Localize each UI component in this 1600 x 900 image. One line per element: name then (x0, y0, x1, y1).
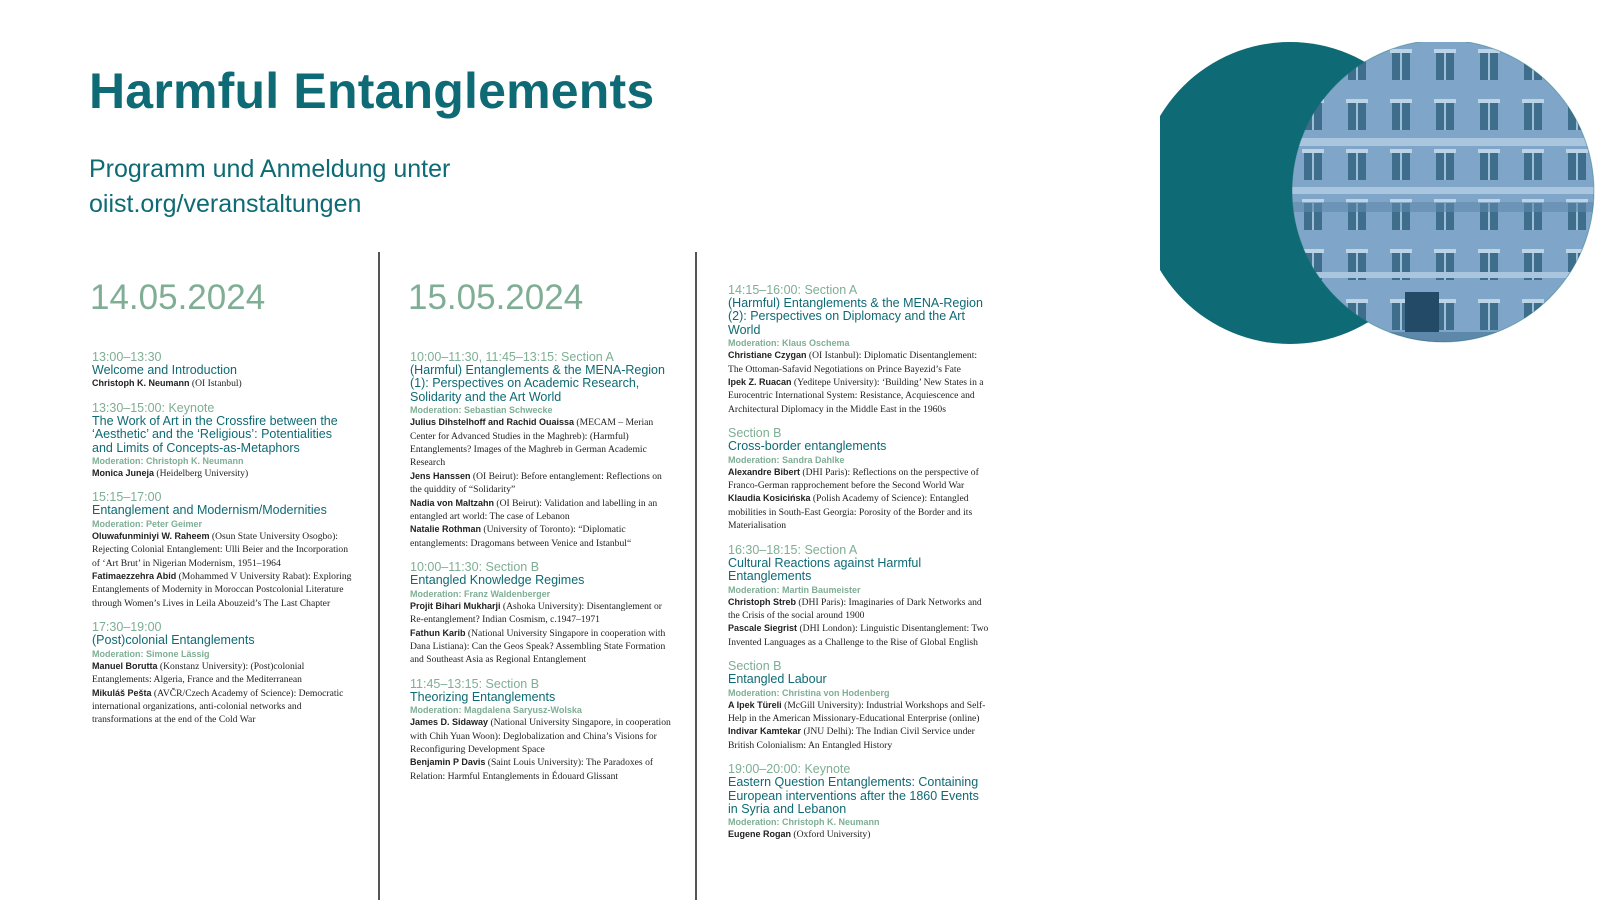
speaker-name: Christoph K. Neumann (92, 378, 190, 389)
talk-entry (92, 660, 354, 687)
date-heading: 15.05.2024 (408, 278, 584, 317)
session-time: 19:00–20:00: Keynote (728, 762, 851, 777)
talk-entry (410, 470, 673, 497)
session-time: 10:00–11:30, 11:45–13:15: Section A (410, 350, 614, 364)
talk-details: (Polish Academy of Science): Entangled mobilities in South-East Georgia: Porosity of the Border and its Materialisation (728, 493, 973, 532)
speaker-name: Christiane Czygan (728, 350, 807, 361)
session-time: 14:15–16:00: Section A (728, 283, 858, 297)
header-graphic (1160, 42, 1600, 352)
session-block (728, 763, 990, 842)
session-time: 10:00–11:30: Section B (410, 560, 540, 575)
speaker-name: Julius Dihstelhoff and Rachid Ouaissa (410, 417, 575, 428)
speaker-name: Christoph Streb (728, 596, 797, 607)
subtitle-link[interactable]: oiist.org/veranstaltungen (89, 190, 362, 218)
talk-entry (92, 467, 354, 480)
speaker-name: Manuel Borutta (92, 660, 158, 671)
talk-details: (University of Toronto): “Diplomatic entanglements: Dragomans between Venice and Istanbul“ (410, 524, 632, 549)
session-moderation: Moderation: Klaus Oschema (728, 338, 850, 349)
speaker-name: Mikuláš Pešta (92, 687, 152, 698)
session-title: Eastern Question Entanglements: Containing European interventions after the 1860 Events in Syria and Lebanon (728, 775, 979, 816)
talk-details: (DHI London): Linguistic Disentanglement: Two Invented Languages as a Challenge to the Rise of Global English (728, 623, 989, 648)
session-moderation: Moderation: Franz Waldenberger (410, 588, 551, 599)
column-divider-2 (695, 252, 697, 900)
session-block (410, 351, 673, 550)
session-time: 11:45–13:15: Section B (410, 676, 540, 691)
session-moderation: Moderation: Peter Geimer (92, 518, 203, 529)
talk-details: (Saint Louis University): The Paradoxes of Relation: Harmful Entanglements in Édouard Glissant (410, 757, 654, 782)
talk-entry (728, 492, 990, 532)
talk-entry (92, 687, 354, 727)
event-list (728, 284, 990, 853)
speaker-name: Ipek Z. Ruacan (728, 377, 792, 388)
session-title: Theorizing Entanglements (410, 689, 556, 704)
talk-details: (Yeditepe University): ‘Building’ New States in a Eurocentric International System: Resistance, Acquiescence and Architectural Diplomacy in the Middle East in the 1960s (728, 377, 984, 415)
speaker-name: Jens Hanssen (410, 470, 471, 481)
speaker-name: Nadia von Maltzahn (410, 497, 495, 508)
talk-details: (Ashoka University): Disentanglement or Re-entanglement? Indian Cosmism, c.1947–1971 (410, 600, 662, 626)
subtitle-line-1: Programm und Anmeldung unter (89, 155, 451, 183)
talk-entry (410, 523, 673, 550)
talk-entry (410, 756, 673, 783)
session-block (728, 427, 990, 532)
talk-details: (Heidelberg University) (154, 468, 249, 480)
building-image (1160, 42, 1600, 352)
speaker-name: James D. Sidaway (410, 717, 489, 728)
talk-entry (728, 466, 990, 493)
speaker-name: Natalie Rothman (410, 524, 482, 535)
talk-entry (410, 497, 673, 524)
talk-details: (OI Istanbul) (189, 378, 242, 390)
speaker-name: Fatimaezzehra Abid (92, 571, 177, 582)
session-title: Entanglement and Modernism/Modernities (92, 503, 327, 518)
talk-entry (728, 828, 990, 841)
session-title: (Harmful) Entanglements & the MENA-Region (1): Perspectives on Academic Research, Solidarity and the Art World (410, 363, 665, 404)
event-list (92, 351, 354, 738)
talk-details: (Osun State University Osogbo): Rejecting Colonial Entanglement: Ulli Beier and the Incorporation of ‘Art Brut’ in Nigerian Modernism, 1951–1964 (92, 530, 349, 569)
column-divider-1 (378, 252, 380, 900)
speaker-name: Oluwafunminiyi W. Raheem (92, 530, 210, 541)
speaker-name: Klaudia Kosicińska (728, 493, 811, 504)
session-time: 13:00–13:30 (92, 350, 162, 364)
session-moderation: Moderation: Simone Lässig (92, 648, 210, 659)
session-moderation: Moderation: Magdalena Saryusz-Wolska (410, 705, 582, 716)
talk-details: (Konstanz University): (Post)colonial Entanglements: Algeria, France and the Mediterranean (92, 660, 305, 686)
session-time: 16:30–18:15: Section A (728, 542, 858, 557)
talk-entry (728, 349, 990, 376)
page-title: Harmful Entanglements (89, 63, 655, 119)
session-block (92, 351, 354, 391)
talk-entry (410, 716, 673, 756)
event-list (410, 351, 673, 794)
date-heading: 14.05.2024 (90, 278, 266, 317)
session-title: (Post)colonial Entanglements (92, 633, 255, 648)
session-block (92, 491, 354, 610)
talk-entry (410, 416, 673, 470)
session-title: Entangled Knowledge Regimes (410, 573, 585, 588)
talk-details: (OI Beirut): Validation and labelling in an entangled art world: The case of Lebanon (410, 497, 658, 523)
session-moderation: Moderation: Christoph K. Neumann (728, 817, 880, 828)
talk-entry (728, 699, 990, 726)
talk-details: (OI Istanbul): Diplomatic Disentanglement: The Ottoman-Safavid Negotiations on Prince Bayezid’s Fate (728, 350, 978, 375)
session-time: 17:30–19:00 (92, 620, 162, 635)
speaker-name: Fathun Karib (410, 627, 466, 638)
session-moderation: Moderation: Sebastian Schwecke (410, 405, 553, 416)
talk-details: (National University Singapore, in cooperation with Chih Yuan Woon): Deglobalization and China’s Visions for Reconfiguring Development Space (410, 717, 671, 755)
talk-details: (OI Beirut): Before entanglement: Reflections on the quiddity of “Solidarity” (410, 470, 662, 496)
talk-details: (National University Singapore in cooperation with Dana Listiana): Can the Geos Speak? Assembling State Formation and Southeast Asia as Regional Entanglement (410, 627, 666, 666)
session-title: Entangled Labour (728, 672, 827, 687)
session-title: Cross-border entanglements (728, 439, 887, 454)
session-time: 13:30–15:00: Keynote (92, 400, 215, 415)
session-block (92, 621, 354, 726)
talk-entry (92, 530, 354, 570)
session-block (410, 561, 673, 666)
session-block (728, 544, 990, 649)
session-moderation: Moderation: Martin Baumeister (728, 584, 861, 595)
talk-details: (Oxford University) (791, 829, 871, 841)
session-title: (Harmful) Entanglements & the MENA-Region (2): Perspectives on Diplomacy and the Art World (728, 296, 983, 337)
talk-entry (92, 377, 354, 390)
talk-entry (728, 376, 990, 416)
speaker-name: Indivar Kamtekar (728, 726, 802, 737)
talk-details: (DHI Paris): Imaginaries of Dark Networks and the Crisis of the social around 1900 (728, 596, 982, 621)
session-block (728, 660, 990, 752)
speaker-name: Benjamin P Davis (410, 757, 486, 768)
session-title: Welcome and Introduction (92, 363, 237, 377)
session-time: Section B (728, 426, 782, 441)
speaker-name: Monica Juneja (92, 468, 155, 479)
speaker-name: Projit Bihari Mukharji (410, 600, 501, 611)
talk-entry (410, 627, 673, 667)
talk-entry (728, 596, 990, 623)
talk-entry (92, 570, 354, 610)
session-block (410, 678, 673, 783)
session-moderation: Moderation: Christina von Hodenberg (728, 687, 890, 698)
talk-details: (Mohammed V University Rabat): Exploring Entanglements of Modernity in Moroccan Postcolonial Literature through Women’s Lives in Leila Abouzeid’s The Last Chapter (92, 571, 352, 609)
session-block (92, 402, 354, 481)
speaker-name: Alexandre Bibert (728, 466, 801, 477)
session-moderation: Moderation: Sandra Dahlke (728, 454, 845, 465)
session-time: Section B (728, 659, 782, 674)
talk-entry (728, 622, 990, 649)
talk-details: (JNU Delhi): The Indian Civil Service under British Colonialism: An Entangled History (728, 726, 975, 751)
talk-details: (AVČR/Czech Academy of Science): Democratic international organizations, anti-colonial networks and transformations at the end of the Cold War (92, 687, 344, 726)
session-block (728, 284, 990, 416)
session-moderation: Moderation: Christoph K. Neumann (92, 456, 244, 467)
speaker-name: A Ipek Türeli (728, 699, 782, 710)
talk-details: (MECAM – Merian Center for Advanced Studies in the Maghreb): (Harmful) Entanglements? Images of the Maghreb in German Academic Research (410, 417, 654, 469)
speaker-name: Pascale Siegrist (728, 623, 798, 634)
session-title: Cultural Reactions against Harmful Entanglements (728, 555, 922, 584)
session-title: The Work of Art in the Crossfire between the ‘Aesthetic’ and the ‘Religious’: Potentialities and Limits of Concepts-as-Metaphors (92, 413, 338, 455)
talk-entry (410, 600, 673, 627)
talk-details: (McGill University): Industrial Workshops and Self-Help in the American Missionary-Educational Enterprise (online) (728, 699, 986, 724)
speaker-name: Eugene Rogan (728, 829, 792, 840)
talk-details: (DHI Paris): Reflections on the perspective of Franco-German rapprochement before the Second World War (728, 466, 979, 492)
session-time: 15:15–17:00 (92, 490, 162, 505)
talk-entry (728, 725, 990, 752)
